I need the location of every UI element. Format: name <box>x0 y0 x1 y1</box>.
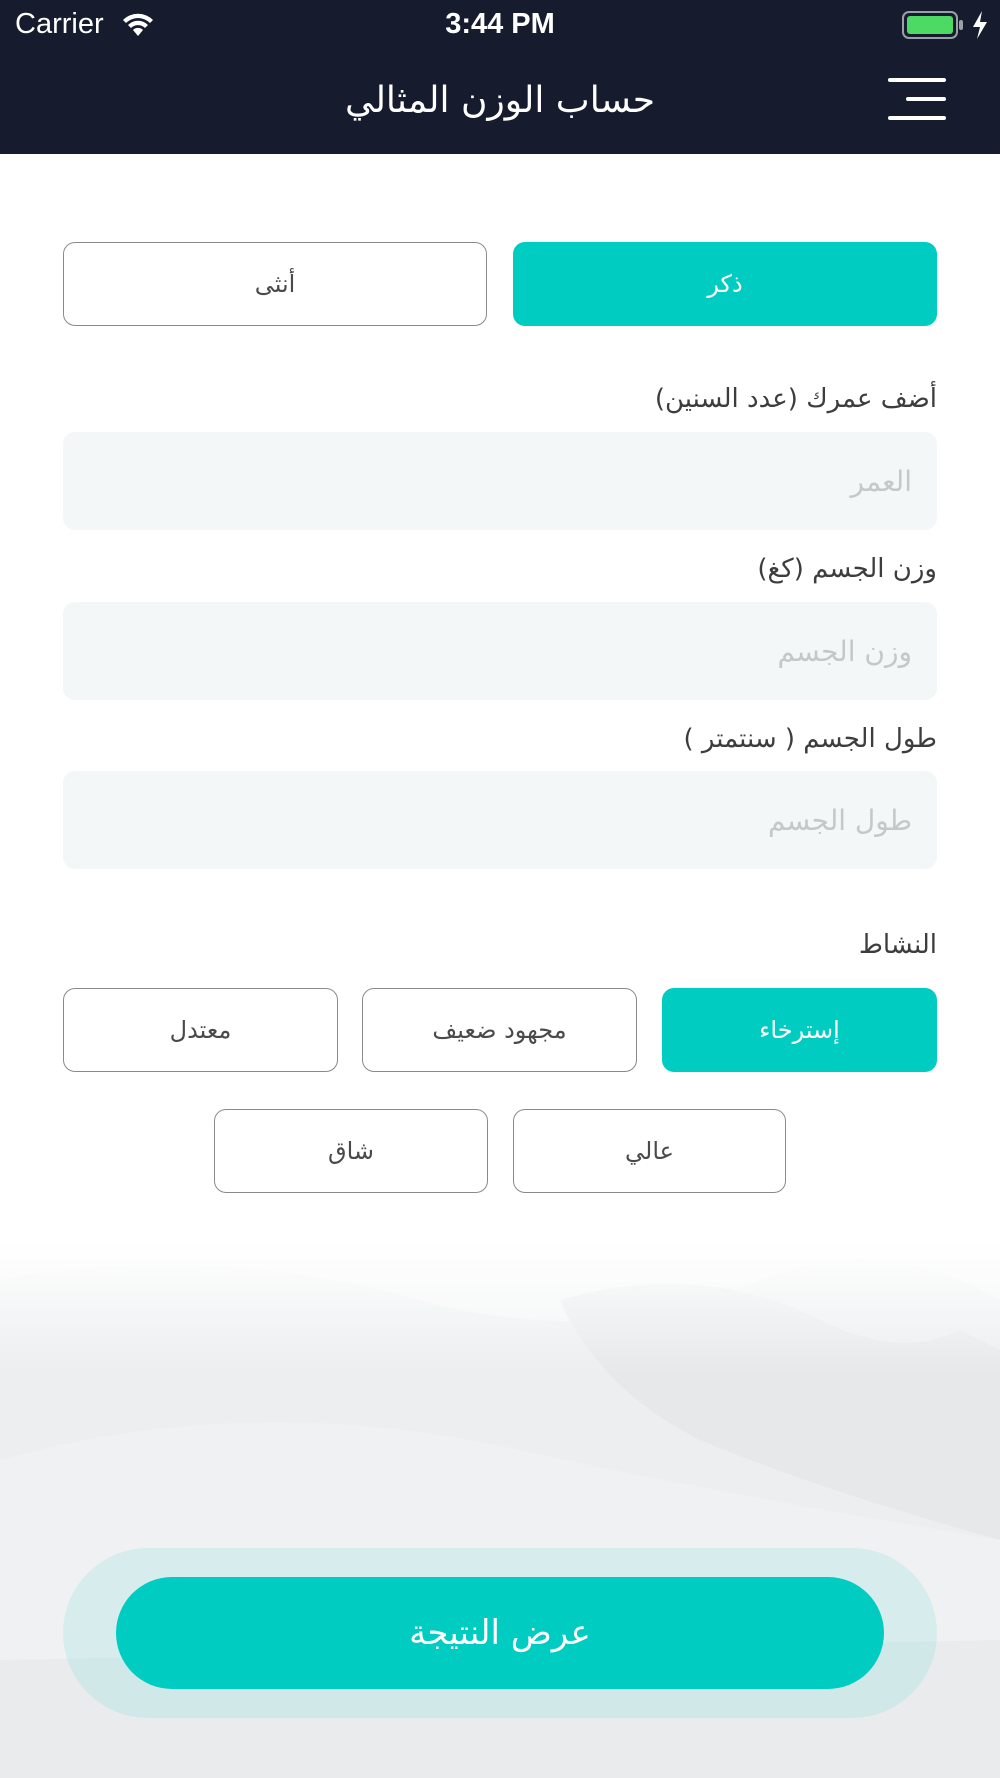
activity-light-label: مجهود ضعيف <box>432 1016 567 1044</box>
show-result-label: عرض النتيجة <box>409 1613 591 1653</box>
activity-relax-label: إسترخاء <box>759 1016 840 1044</box>
age-label: أضف عمرك (عدد السنين) <box>654 384 937 414</box>
age-input[interactable] <box>63 432 937 530</box>
carrier-label: Carrier <box>15 8 104 40</box>
activity-high-button[interactable] <box>513 1109 786 1193</box>
weight-input[interactable] <box>63 602 937 700</box>
activity-relax-button[interactable] <box>662 988 937 1072</box>
weight-label: وزن الجسم (كغ) <box>757 554 937 584</box>
status-time: 3:44 PM <box>445 8 555 40</box>
activity-moderate-button[interactable] <box>63 988 338 1072</box>
page-title: حساب الوزن المثالي <box>344 80 656 121</box>
activity-intense-button[interactable] <box>214 1109 488 1193</box>
activity-intense-label: شاق <box>327 1137 375 1165</box>
battery-icon <box>902 11 964 39</box>
activity-light-button[interactable] <box>362 988 637 1072</box>
gender-female-label: أنثى <box>254 270 296 298</box>
show-result-button[interactable] <box>116 1577 884 1689</box>
activity-high-label: عالي <box>625 1137 674 1165</box>
activity-moderate-label: معتدل <box>169 1016 232 1044</box>
height-label: طول الجسم ( سنتمتر ) <box>683 724 937 754</box>
hamburger-menu-icon[interactable] <box>882 74 946 124</box>
gender-female-button[interactable] <box>63 242 487 326</box>
charging-icon <box>971 10 989 40</box>
activity-label: النشاط <box>858 930 937 960</box>
height-input[interactable] <box>63 771 937 869</box>
gender-male-button[interactable] <box>513 242 937 326</box>
gender-male-label: ذكر <box>707 270 743 298</box>
app-header <box>0 0 1000 154</box>
